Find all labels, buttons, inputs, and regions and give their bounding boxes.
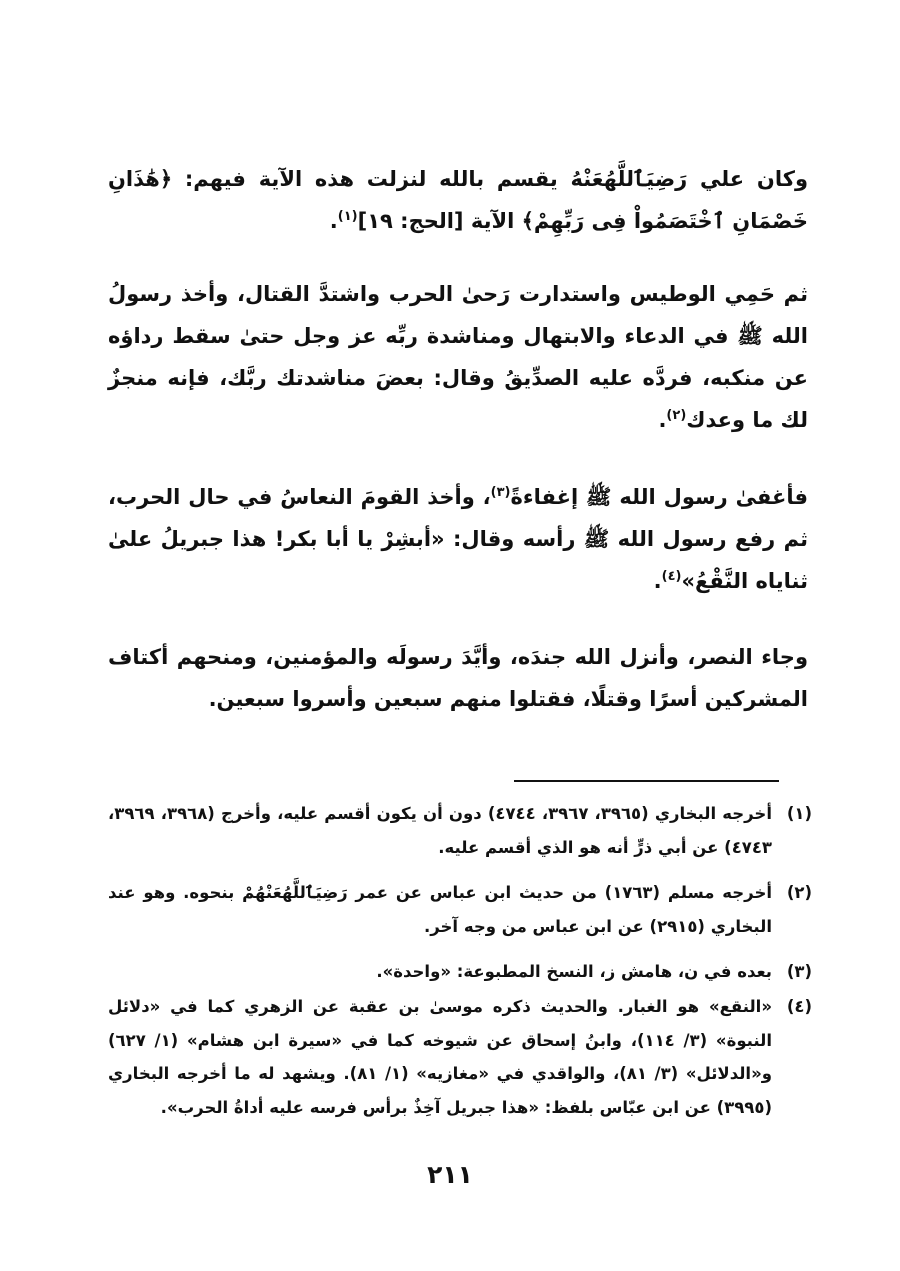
footnote-number: (١) xyxy=(786,804,812,823)
paragraph-end: . xyxy=(329,209,338,233)
paragraph-text: وكان علي رَضِيَٱللَّهُعَنْهُ يقسم بالله لنزلت هذه الآية فيهم: ﴿هَٰذَانِ خَصْمَانِ ٱخْتَصَمُواْ فِى رَبِّهِمْ﴾ الآية [الحج: ١٩] xyxy=(108,167,808,233)
body-paragraph-1 xyxy=(108,158,808,242)
footnote-text: «النقع» هو الغبار. والحديث ذكره موسىٰ بن عقبة عن الزهري كما في «دلائل النبوة» (٣/ ١١٤)، وابنُ إسحاق عن شيوخه كما في «سيرة ابن هشام» (١/ ٦٢٧) و«الدلائل» (٣/ ٨١)، والواقدي في «مغازيه» (١/ ٨١). ويشهد له ما أخرجه البخاري (٣٩٩٥) عن ابن عبّاس بلفظ: «هذا جبريل آخِذٌ برأس فرسه عليه أداةُ الحرب». xyxy=(108,997,772,1117)
paragraph-text-cont: ، وأخذ القومَ النعاسُ في حال الحرب، ثم رفع رسول الله ﷺ رأسه وقال: «أبشِرْ يا أبا بكر! هذا جبريلُ علىٰ ثناياه النَّقْعُ» xyxy=(108,485,808,593)
footnote-4 xyxy=(108,990,812,1124)
paragraph-end: . xyxy=(658,408,667,432)
body-paragraph-2 xyxy=(108,273,808,441)
page-number: ٢١١ xyxy=(427,1160,473,1189)
footnote-3 xyxy=(108,955,812,989)
body-paragraph-4 xyxy=(108,636,808,720)
footnote-separator xyxy=(514,780,779,782)
footnote-text: أخرجه البخاري (٣٩٦٥، ٣٩٦٧، ٤٧٤٤) دون أن يكون أقسم عليه، وأخرج (٣٩٦٨، ٣٩٦٩، ٤٧٤٣) عن أبي ذرٍّ أنه هو الذي أقسم عليه. xyxy=(108,804,772,857)
paragraph-text: ثم حَمِي الوطيس واستدارت رَحىٰ الحرب واشتدَّ القتال، وأخذ رسولُ الله ﷺ في الدعاء والابتهال ومناشدة ربِّه عز وجل حتىٰ سقط رداؤه عن منكبه، فردَّه عليه الصدِّيقُ وقال: بعضَ مناشدتك ربَّك، فإنه منجزٌ لك ما وعدك xyxy=(108,282,808,432)
footnote-2 xyxy=(108,876,812,943)
footnote-text: بعده في ن، هامش ز، النسخ المطبوعة: «واحدة». xyxy=(376,962,772,981)
footnote-number: (٢) xyxy=(786,883,812,902)
body-paragraph-3 xyxy=(108,476,808,602)
footnote-ref-1[interactable]: (١) xyxy=(337,209,358,224)
footnote-ref-4[interactable]: (٤) xyxy=(661,569,682,584)
footnote-ref-2[interactable]: (٢) xyxy=(666,408,687,423)
footnote-ref-3[interactable]: (٣) xyxy=(490,485,511,500)
paragraph-text: فأغفىٰ رسول الله ﷺ إغفاءةً xyxy=(510,485,808,509)
footnote-number: (٣) xyxy=(786,962,812,981)
paragraph-end: . xyxy=(653,569,662,593)
footnote-number: (٤) xyxy=(786,997,812,1016)
footnote-text: أخرجه مسلم (١٧٦٣) من حديث ابن عباس عن عمر رَضِيَٱللَّهُعَنْهُمْ بنحوه. وهو عند البخاري (٢٩١٥) عن ابن عباس من وجه آخر. xyxy=(108,883,772,936)
footnote-1 xyxy=(108,797,812,864)
paragraph-text: وجاء النصر، وأنزل الله جندَه، وأيَّدَ رسولَه والمؤمنين، ومنحهم أكتاف المشركين أسرًا وقتلًا، فقتلوا منهم سبعين وأسروا سبعين. xyxy=(108,645,808,711)
